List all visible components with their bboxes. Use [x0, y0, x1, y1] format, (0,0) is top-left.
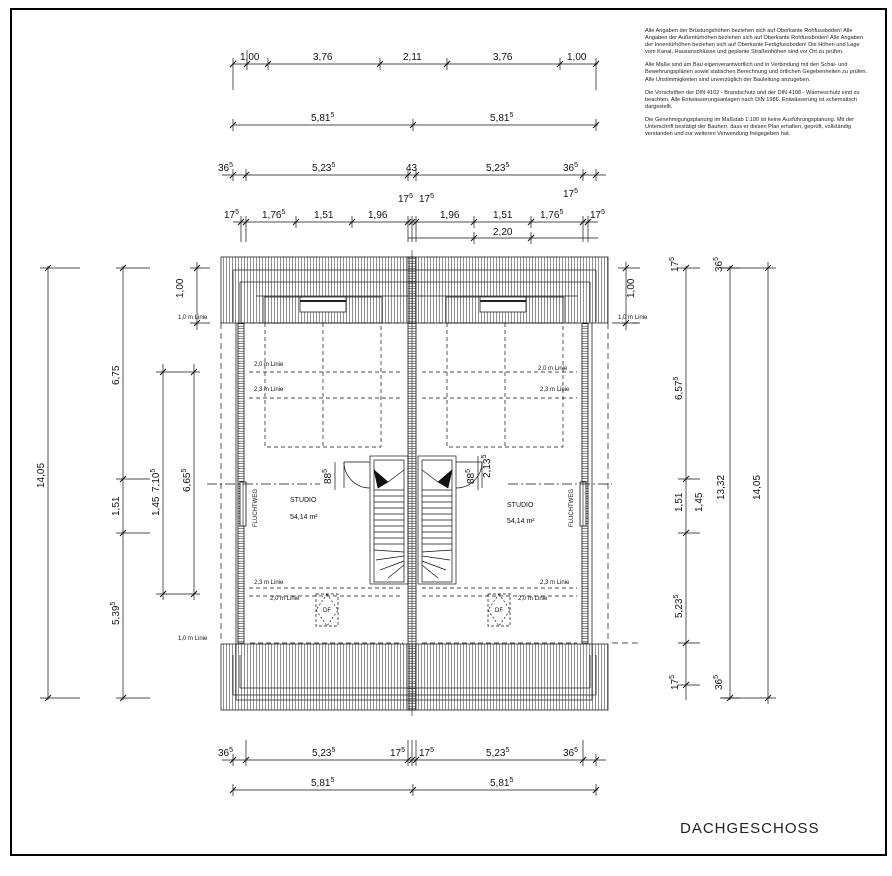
- height-lines: [207, 323, 640, 643]
- line-label-4: 2,0 m Linie: [254, 362, 284, 368]
- dim-right-small-b: $36^5$: [713, 256, 725, 272]
- dim-right-outer-a: 13,32: [716, 474, 727, 500]
- construction-notes: [645, 28, 870, 144]
- dim-top3-a: $36^5$: [218, 162, 234, 174]
- dim-top1-b: 3,76: [313, 52, 333, 63]
- line-label-5: 2,3 m Linie: [254, 387, 284, 393]
- line-label-8: 2,3 m Linie: [254, 580, 284, 586]
- dim-bot1-b: 5,23$^5$: [312, 747, 336, 759]
- dim-left-mid-a: 6,75: [111, 365, 122, 385]
- dim-top2-b: 5,81$^5$: [490, 112, 514, 124]
- dim-bot1-a: $36^5$: [218, 747, 234, 759]
- dim-top4-g: 1,96: [440, 210, 460, 221]
- line-label-2: 1,0 m Linie: [618, 315, 648, 321]
- dim-stair-b: $88^5$: [465, 468, 477, 484]
- dim-right-small-a: $17^5$: [669, 256, 681, 272]
- line-label-9: 2,0 m Linie: [270, 596, 300, 602]
- note-1: Alle Angaben der Brüstungshöhen beziehen sich auf Oberkante Rohfussboden! Alle Angaben der Außentürhöhen beziehen sich auf Oberkante Rohfussboden! Alle Angaben der Innentürhöhen beziehen sich auf Oberkante Fertigfussboden! Die Höhen und Lage vom Kanal, Hausanschlüsse und geplante Straßenhöhen sind vor Ort zu prüfen.: [645, 28, 864, 56]
- dim-top4-a: $17^5$: [224, 209, 240, 221]
- fluchtweg-right: FLUCHTWEG: [569, 489, 575, 527]
- dim-right-mid-b: 1,51: [674, 492, 685, 512]
- dim-top3-e: $36^5$: [563, 162, 579, 174]
- dim-top4-e: $17^5$: [398, 193, 414, 205]
- skylight-label-left: DF: [323, 608, 331, 614]
- dim-left-top: 1,00: [175, 278, 186, 298]
- fluchtweg-left: FLUCHTWEG: [253, 489, 259, 527]
- dim-left-mid-b: 1,51: [111, 496, 122, 516]
- dim-right-mid-d: 5,23$^5$: [673, 594, 685, 618]
- dim-top4-f: $17^5$: [419, 193, 435, 205]
- dim-top4-c: 1,51: [314, 210, 334, 221]
- dim-top3-b: 5,23$^5$: [312, 162, 336, 174]
- dim-stair-a: $88^5$: [322, 468, 334, 484]
- room-area-right: 54,14 m²: [507, 518, 535, 525]
- dim-top4-h: 1,51: [493, 210, 513, 221]
- line-label-3: 1,0 m Linie: [178, 636, 208, 642]
- dim-bot1-d: $17^5$: [419, 747, 435, 759]
- dim-stair-c: 2,13$^5$: [481, 454, 493, 478]
- dim-top3-d: 5,23$^5$: [486, 162, 510, 174]
- dim-left-mid-c: 5,39$^5$: [110, 601, 122, 625]
- note-4: Die Genehmigungsplanung im Maßstab 1:100 ist keine Ausführungsplanung. Mit der Unterschrift bestätigt der Bauherr, dass er diesen Plan erhalten, geprüft, vollständig verstanden und zur weiteren Verwendung freigegeben hat.: [645, 116, 854, 138]
- dim-top4-d: 1,96: [368, 210, 388, 221]
- dim-right-mid-a: 6,57$^5$: [673, 376, 685, 400]
- dim-top1-d: 3,76: [493, 52, 513, 63]
- line-label-1: 1,0 m Linie: [178, 315, 208, 321]
- dim-top3-c: 43: [406, 163, 418, 174]
- dim-top4-b: 1,76$^5$: [262, 209, 286, 221]
- dim-top4-i: 1,76$^5$: [540, 209, 564, 221]
- note-2: Alle Maße sind am Bau eigenverantwortlich und in Verbindung mit den Schal- und Bewehrungsplänen sowie statischen Berechnung und örtlichen Gegebenheiten zu prüfen. Alle Unstimmigkeiten sind unverzüglich der Bauleitung anzugeben.: [645, 62, 868, 83]
- dim-top2-a: 5,81$^5$: [311, 112, 335, 124]
- line-label-7: 2,3 m Linie: [540, 387, 570, 393]
- dim-top3-f: $17^5$: [563, 188, 579, 200]
- dim-top1-e: 1,00: [567, 52, 587, 63]
- dim-bot1-c: $17^5$: [390, 747, 406, 759]
- skylight-label-right: DF: [495, 608, 503, 614]
- dim-bot1-e: 5,23$^5$: [486, 747, 510, 759]
- sheet-title: DACHGESCHOSS: [680, 820, 820, 837]
- dim-top4-j: $17^5$: [590, 209, 606, 221]
- dim-right-top: 1,00: [626, 278, 637, 298]
- dim-left-inner2: 6,65$^5$: [181, 468, 193, 492]
- dim-right-mid-c: 1,45: [694, 492, 705, 512]
- dim-left-inner-a: 1,45: [151, 496, 162, 516]
- dim-top1-a: 1,00: [240, 52, 260, 63]
- line-label-6: 2,0 m Linie: [538, 366, 568, 372]
- dim-top5: 2,20: [493, 227, 513, 238]
- line-label-11: 2,0 m Linie: [518, 596, 548, 602]
- dim-bot1-f: $36^5$: [563, 747, 579, 759]
- note-3: Die Vorschriften der DIN 4102 - Brandschutz und der DIN 4108 - Wärmeschutz sind zu beachten. Alle Entwässerungsanlagen nach DIN 1986. Entwässerung ist schematisch dargestellt.: [645, 89, 860, 110]
- room-name-right: STUDIO: [507, 502, 534, 509]
- dim-bot2-b: 5,81$^5$: [490, 777, 514, 789]
- dim-right-small-c: $17^5$: [669, 674, 681, 690]
- dim-top1-c: 2,11: [403, 52, 422, 63]
- dim-right-small-d: $36^5$: [713, 674, 725, 690]
- room-name-left: STUDIO: [290, 497, 317, 504]
- dim-right-outer-b: 14,05: [752, 474, 763, 500]
- stair-right: [418, 456, 456, 584]
- stair-left: [370, 456, 408, 584]
- line-label-10: 2,3 m Linie: [540, 580, 570, 586]
- dim-left-outer: 14,05: [36, 462, 47, 488]
- room-area-left: 54,14 m²: [290, 514, 318, 521]
- dim-bot2-a: 5,81$^5$: [311, 777, 335, 789]
- dim-left-inner-b: 7,10$^5$: [150, 468, 162, 492]
